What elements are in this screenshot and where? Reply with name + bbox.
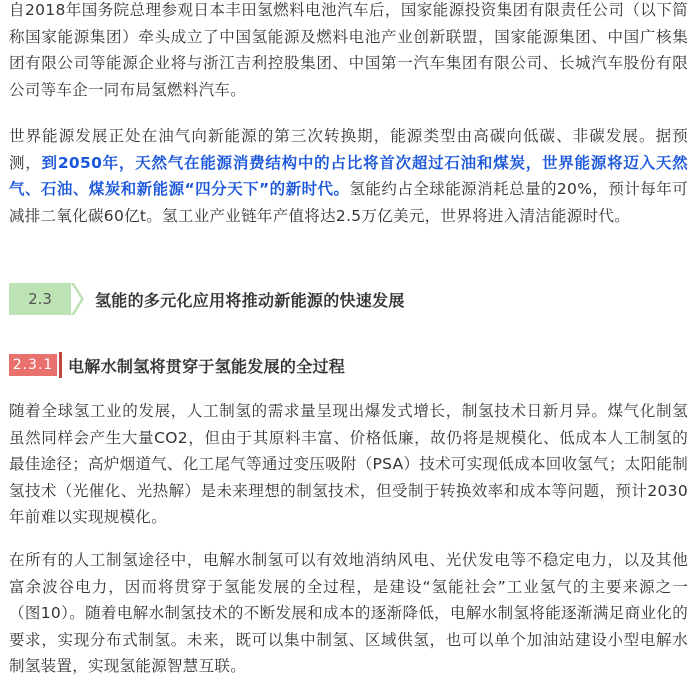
- section-title: 氢能的多元化应用将推动新能源的快速发展: [95, 290, 405, 310]
- subsection-number-box: [9, 354, 57, 376]
- section-number-box: [9, 283, 71, 315]
- chevron-right-icon: [71, 283, 85, 315]
- section-header: [9, 283, 405, 315]
- subsection-header: [9, 351, 345, 379]
- paragraph-2-tail: 氢能约占全球能源消耗总量的20%，预计每年可减排二氧化碳60亿t。氢工业产业链年产值将达2.5万亿美元，世界将进入清洁能源时代。: [9, 180, 688, 225]
- paragraph-2-lead: 世界能源发展正处在油气向新能源的第三次转换期，能源类型由高碳向低碳、非碳发展。据预测，: [9, 127, 688, 172]
- paragraph-1: 自2018年国务院总理参观日本丰田氢燃料电池汽车后，国家能源投资集团有限责任公司（以下简称国家能源集团）牵头成立了中国氢能源及燃料电池产业创新联盟，国家能源集团、中国广核集团有限公司等能源企业将与浙江吉利控股集团、中国第一汽车集团有限公司、长城汽车股份有限公司等车企一同布局氢燃料汽车。: [9, 1, 688, 99]
- subsection-number: 2.3.1: [12, 357, 54, 373]
- subsection-accent-bar: [59, 352, 62, 378]
- paragraph-4: 在所有的人工制氢途径中，电解水制氢可以有效地消纳风电、光伏发电等不稳定电力，以及其他富余波谷电力，因而将贯穿于氢能发展的全过程，是建设“氢能社会”工业氢气的主要来源之一（图10）。随着电解水制氢技术的不断发展和成本的逐渐降低，电解水制氢将能逐渐满足商业化的要求，实现分布式制氢。未来，既可以集中制氢、区域供氢，也可以单个加油站建设小型电解水制氢装置，实现氢能源智慧互联。: [9, 551, 688, 675]
- section-number: 2.3: [28, 290, 52, 308]
- paragraph-2: [9, 123, 688, 229]
- paragraph-3: 随着全球氢工业的发展，人工制氢的需求量呈现出爆发式增长，制氢技术日新月异。煤气化制氢虽然同样会产生大量CO2，但由于其原料丰富、价格低廉，故仍将是规模化、低成本人工制氢的最佳途径；高炉烟道气、化工尾气等通过变压吸附（PSA）技术可实现低成本回收氢气；太阳能制氢技术（光催化、光热解）是未来理想的制氢技术，但受制于转换效率和成本等问题，预计2030年前难以实现规模化。: [9, 402, 688, 526]
- subsection-title: 电解水制氢将贯穿于氢能发展的全过程: [68, 356, 346, 376]
- paragraph-2-highlight: 到2050年，天然气在能源消费结构中的占比将首次超过石油和煤炭，世界能源将迈入天然气、石油、煤炭和新能源“四分天下”的新时代。: [9, 153, 688, 198]
